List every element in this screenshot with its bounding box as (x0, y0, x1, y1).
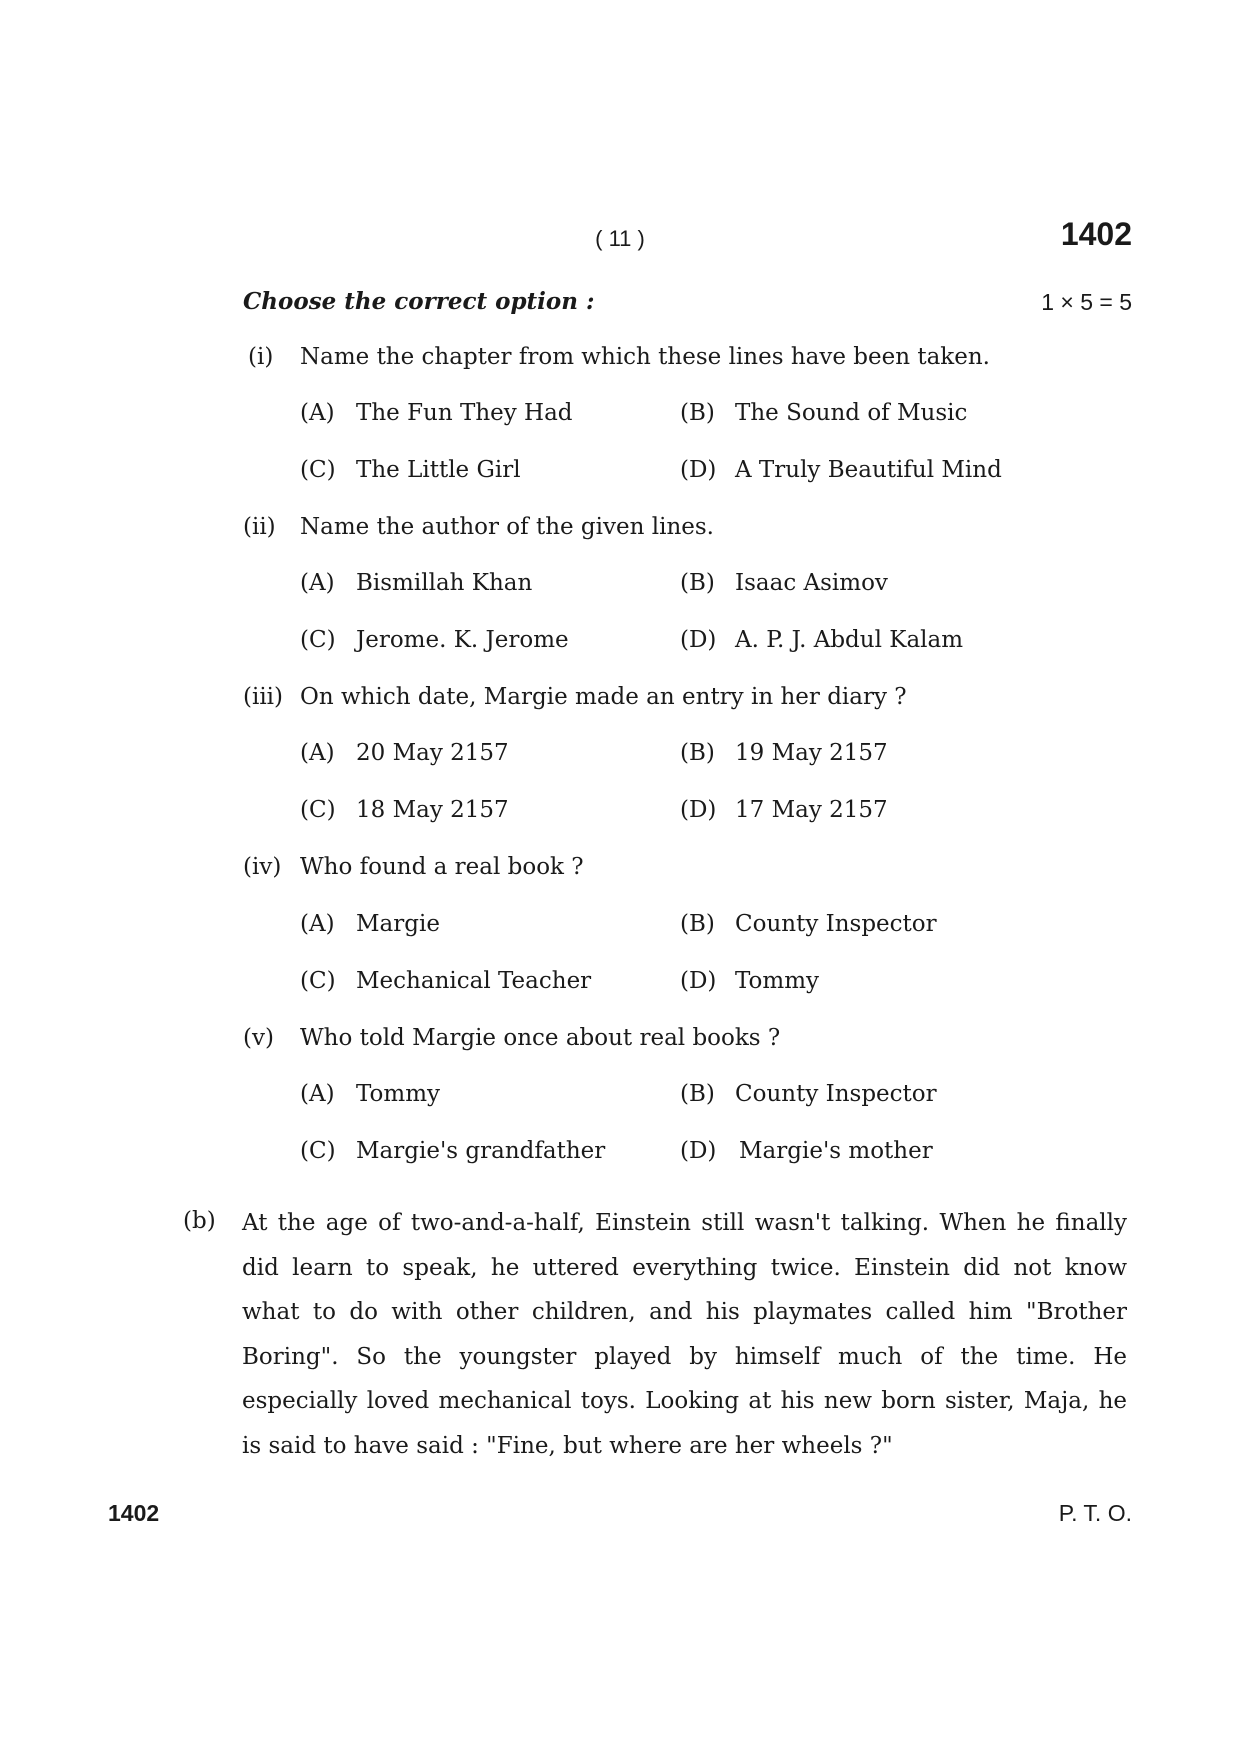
option-label: (B) (680, 911, 715, 937)
question-text: On which date, Margie made an entry in her diary ? (300, 684, 907, 710)
option-text: Tommy (356, 1081, 441, 1107)
option-label: (A) (300, 911, 335, 937)
option-text: 18 May 2157 (356, 797, 509, 823)
option-text: Margie's mother (739, 1138, 933, 1164)
passage (242, 1201, 1127, 1469)
marks-allocation: 1 × 5 = 5 (1041, 289, 1132, 315)
option-text: The Little Girl (356, 457, 521, 483)
option-label: (D) (680, 968, 717, 994)
page-number: ( 11 ) (595, 226, 645, 251)
option-text: 19 May 2157 (735, 740, 888, 766)
passage-line: what to do with other children, and his playmates called him "Brother (242, 1299, 1127, 1326)
option-label: (C) (300, 797, 336, 823)
option-label: (B) (680, 400, 715, 426)
question-text: Who told Margie once about real books ? (300, 1025, 781, 1051)
paper-code-footer: 1402 (108, 1500, 160, 1526)
option-text: 17 May 2157 (735, 797, 888, 823)
option-text: Isaac Asimov (735, 570, 888, 596)
option-label: (A) (300, 1081, 335, 1107)
option-text: Margie's grandfather (356, 1138, 606, 1164)
option-label: (A) (300, 570, 335, 596)
passage-line: did learn to speak, he uttered everything twice. Einstein did not know (242, 1254, 1127, 1281)
passage-line: At the age of two-and-a-half, Einstein still wasn't talking. When he finally (242, 1210, 1127, 1236)
option-label: (B) (680, 740, 715, 766)
question-text: Who found a real book ? (300, 854, 584, 880)
option-text: Margie (356, 911, 440, 937)
option-label: (B) (680, 570, 715, 596)
question-number: (iii) (243, 684, 284, 710)
option-label: (C) (300, 627, 336, 653)
passage-line: especially loved mechanical toys. Looking at his new born sister, Maja, he (242, 1388, 1127, 1415)
passage-line: Boring". So the youngster played by himself much of the time. He (242, 1343, 1127, 1370)
option-text: A. P. J. Abdul Kalam (735, 627, 964, 653)
option-text: The Fun They Had (356, 400, 573, 426)
option-text: Tommy (735, 968, 820, 994)
option-text: County Inspector (735, 1081, 937, 1107)
option-text: The Sound of Music (735, 400, 968, 426)
question-text: Name the chapter from which these lines have been taken. (300, 344, 990, 370)
option-label: (D) (680, 627, 717, 653)
option-text: A Truly Beautiful Mind (735, 457, 1002, 483)
passage-line: is said to have said : "Fine, but where are her wheels ?" (242, 1432, 893, 1459)
option-label: (D) (680, 457, 717, 483)
option-text: Mechanical Teacher (356, 968, 592, 994)
option-text: Bismillah Khan (356, 570, 533, 596)
question-number: (iv) (243, 854, 282, 880)
question-number: (v) (243, 1025, 274, 1051)
option-text: 20 May 2157 (356, 740, 509, 766)
option-label: (C) (300, 1138, 336, 1164)
option-label: (D) (680, 1138, 717, 1164)
question-number: (i) (248, 344, 274, 370)
question-text: Name the author of the given lines. (300, 514, 714, 540)
option-label: (B) (680, 1081, 715, 1107)
option-label: (C) (300, 968, 336, 994)
question-number: (ii) (243, 514, 276, 540)
option-label: (A) (300, 400, 335, 426)
part-b-label: (b) (183, 1208, 216, 1234)
please-turn-over: P. T. O. (1058, 1500, 1132, 1526)
option-label: (D) (680, 797, 717, 823)
option-label: (A) (300, 740, 335, 766)
paper-code-header: 1402 (1060, 216, 1132, 252)
option-text: County Inspector (735, 911, 937, 937)
option-label: (C) (300, 457, 336, 483)
section-instruction: Choose the correct option : (243, 288, 595, 315)
option-text: Jerome. K. Jerome (356, 627, 569, 653)
